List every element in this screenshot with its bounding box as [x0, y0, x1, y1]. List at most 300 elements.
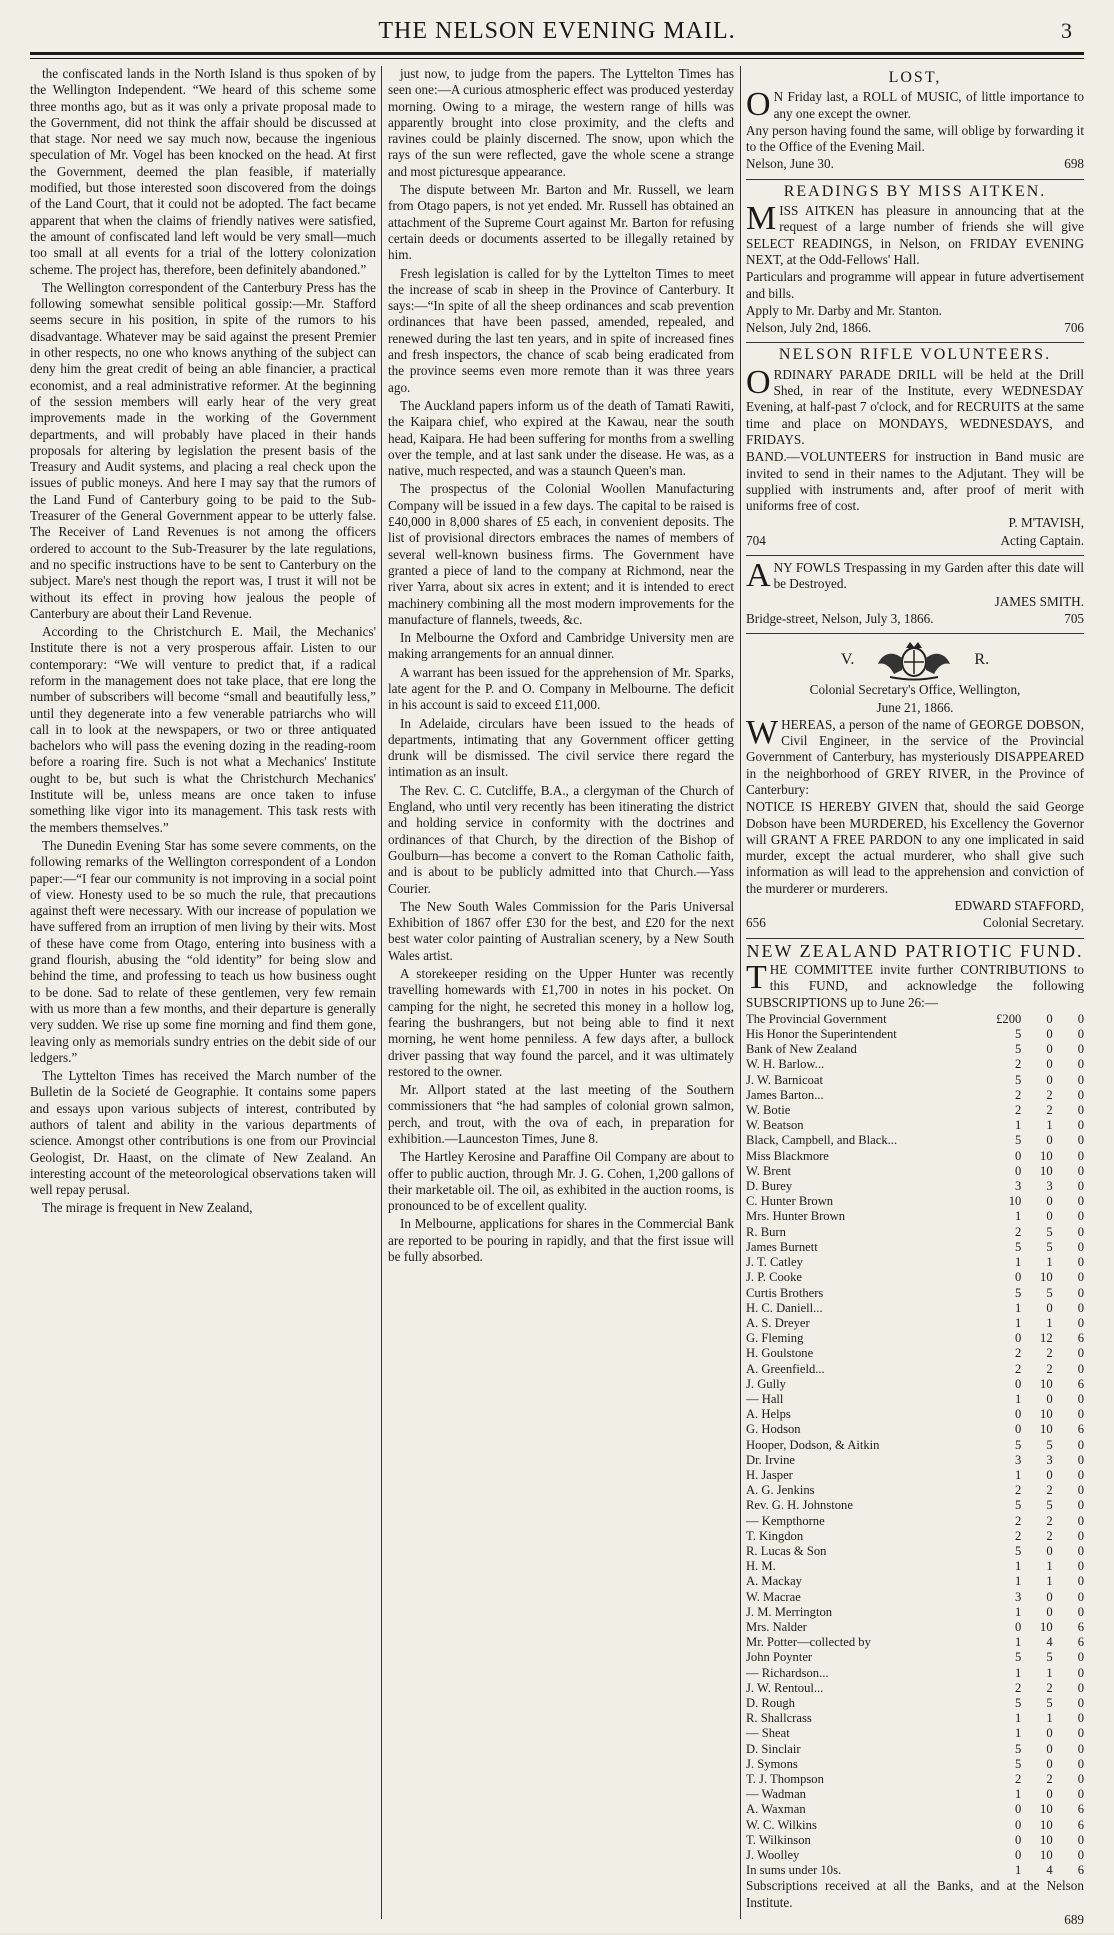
- subscription-row: [746, 1514, 1084, 1529]
- subscriber-name: W. C. Wilkins: [746, 1817, 817, 1832]
- column-divider: [740, 66, 741, 1919]
- subscriber-name: James Barton...: [746, 1087, 824, 1102]
- subscriber-name: In sums under 10s.: [746, 1863, 842, 1878]
- article-paragraph: The Lyttelton Times has received the March number of the Bulletin de la Societé de Geographie. It contains some papers and essays upon various subjects of interest, contributed by authors of talent and ability in the various departments of science. Amongst other contributions is one from our Provincial Geologist, Dr. Haast, on the climate of New Zealand. An interesting account of the meteorological observations taken will well repay perusal.: [30, 1068, 376, 1198]
- ad-number: 705: [1064, 610, 1084, 626]
- subscription-row: [746, 1574, 1084, 1589]
- shillings: 4: [1046, 1635, 1053, 1650]
- article-paragraph: Mr. Allport stated at the last meeting of the Southern commissioners that “he had samples of colonial grown salmon, perch, and trout, with the ova of each, in preparation for exhibition.—Launceston Times, June 8.: [388, 1082, 734, 1146]
- fund-footer: Subscriptions received at all the Banks, and at the Nelson Institute.: [746, 1878, 1084, 1910]
- ad-number: 656: [746, 915, 766, 931]
- subscriber-name: Miss Blackmore: [746, 1148, 829, 1163]
- subscription-row: [746, 1392, 1084, 1407]
- pounds: 5: [1014, 1072, 1022, 1087]
- subscription-row: [746, 1118, 1084, 1133]
- pence: 0: [1077, 1741, 1084, 1756]
- article-paragraph: The dispute between Mr. Barton and Mr. Russell, we learn from Otago papers, is not yet ended. Mr. Russell has obtained an attachment of the Supreme Court against Mr. Barton for refusing certain deeds or documents asserted to be illegally retained by him.: [388, 182, 734, 263]
- pounds: 1: [1014, 1726, 1022, 1741]
- pence: 0: [1077, 1559, 1084, 1574]
- shillings: 2: [1046, 1772, 1053, 1786]
- paper-title: THE NELSON EVENING MAIL.: [378, 18, 736, 44]
- ad-number: 689: [1064, 1912, 1084, 1928]
- shillings: 3: [1046, 1179, 1053, 1194]
- pounds: 5: [1014, 1498, 1022, 1513]
- shillings: 1: [1046, 1574, 1053, 1589]
- masthead-rule: [30, 52, 1084, 55]
- article-paragraph: The Auckland papers inform us of the death of Tamati Rawiti, the Kaipara chief, who expired at the Kawau, near the south head, Kaipara. He had been suffering for months from a swelling over the temple, and at last sank under the disease. He was, as a native, much respected, and was a staunch Queen's man.: [388, 397, 734, 479]
- shillings: 0: [1046, 1027, 1053, 1042]
- pence: 0: [1077, 1027, 1084, 1042]
- pence: 0: [1077, 1513, 1084, 1528]
- pounds: 2: [1014, 1103, 1022, 1118]
- subscriber-name: A. Helps: [746, 1407, 791, 1422]
- shillings: 0: [1046, 1741, 1053, 1756]
- shillings: 0: [1046, 1209, 1053, 1224]
- subscriber-name: — Sheat: [746, 1726, 790, 1741]
- pence: 0: [1077, 1057, 1084, 1072]
- pence: 0: [1077, 1163, 1084, 1178]
- pounds: 0: [1014, 1832, 1022, 1847]
- shillings: 0: [1046, 1194, 1053, 1209]
- shillings: 5: [1046, 1437, 1053, 1452]
- pence: 6: [1077, 1331, 1084, 1346]
- pounds: 5: [1014, 1756, 1022, 1771]
- pence: 0: [1077, 1528, 1084, 1543]
- ad-signer: P. M'TAVISH,: [1008, 515, 1084, 531]
- pence: 0: [1077, 1787, 1084, 1802]
- pence: 0: [1077, 1270, 1084, 1285]
- drop-cap: T: [746, 958, 767, 996]
- pence: 0: [1077, 1498, 1084, 1513]
- pence: 0: [1077, 1315, 1084, 1330]
- subscription-row: [746, 1666, 1084, 1681]
- subscription-row: [746, 1422, 1084, 1437]
- shillings: 1: [1046, 1559, 1053, 1574]
- pounds: 5: [1014, 1027, 1022, 1042]
- subscription-row: [746, 1346, 1084, 1361]
- ad-signer: EDWARD STAFFORD,: [954, 898, 1084, 914]
- ad-role: Colonial Secretary.: [983, 915, 1084, 931]
- subscription-row: [746, 1225, 1084, 1240]
- column-3-advertisements: [746, 66, 1084, 1928]
- subscription-row: [746, 1438, 1084, 1453]
- pounds: 0: [1014, 1619, 1022, 1634]
- pence: 0: [1077, 1650, 1084, 1665]
- article-paragraph: The mirage is frequent in New Zealand,: [42, 1200, 253, 1216]
- shillings: 0: [1046, 1787, 1053, 1802]
- shillings: 5: [1046, 1239, 1053, 1254]
- subscriber-name: — Hall: [746, 1391, 784, 1406]
- subscriber-name: A. G. Jenkins: [746, 1483, 815, 1498]
- pounds: 1: [1014, 1635, 1022, 1650]
- crest-letter-v: V.: [840, 651, 855, 669]
- shillings: 10: [1040, 1832, 1053, 1847]
- shillings: 0: [1046, 1133, 1053, 1148]
- pence: 0: [1077, 1391, 1084, 1406]
- pence: 0: [1077, 1680, 1084, 1695]
- pounds: 1: [1014, 1255, 1022, 1270]
- ad-number: 706: [1064, 320, 1084, 336]
- shillings: 0: [1046, 1011, 1053, 1026]
- subscription-row: [746, 1179, 1084, 1194]
- subscriber-name: H. C. Daniell...: [746, 1300, 823, 1315]
- pence: 0: [1077, 1665, 1084, 1680]
- subscription-row: [746, 1149, 1084, 1164]
- subscription-row: [746, 1848, 1084, 1863]
- article-paragraph: the confiscated lands in the North Island is thus spoken of by the Wellington Independent. “We heard of this scheme some three months ago, but as it was only a private proposal made to the Government, did not think the affair should be discussed at that stage. Nor need we say much now, because the ingenious speculation of Mr. Vogel has been knocked on the head. At first the Government, deemed the plan feasible, if materially modified, but those interested soon discovered from the doings of the Land Court, that it could not be adopted. The fact became apparent that when the claims of friendly natives were satisfied, the amount of confiscated land left would be very small—much too small at all events for a trial of the lottery colonization scheme. The project has, therefore, been definitely abandoned.”: [30, 66, 376, 277]
- pence: 6: [1077, 1802, 1084, 1817]
- pounds: 2: [1014, 1680, 1022, 1695]
- pence: 0: [1077, 1695, 1084, 1710]
- subscription-row: [746, 1301, 1084, 1316]
- pence: 0: [1077, 1148, 1084, 1163]
- shillings: 2: [1046, 1528, 1053, 1543]
- pounds: 2: [1014, 1483, 1022, 1498]
- pounds: 1: [1014, 1574, 1022, 1589]
- subscription-row: [746, 1194, 1084, 1209]
- pence: 6: [1077, 1619, 1084, 1634]
- pounds: 0: [1014, 1148, 1022, 1163]
- subscriber-name: W. Macrae: [746, 1589, 801, 1604]
- subscriptions-table: [746, 1012, 1084, 1879]
- subscription-row: [746, 1544, 1084, 1559]
- article-paragraph: A warrant has been issued for the apprehension of Mr. Sparks, late agent for the P. and O. Company in Melbourne. The deficit in his account is said to exceed £11,000.: [388, 664, 734, 713]
- pounds: 0: [1014, 1422, 1022, 1437]
- subscription-row: [746, 1711, 1084, 1726]
- shillings: 2: [1046, 1361, 1053, 1376]
- subscriber-name: Dr. Irvine: [746, 1452, 795, 1467]
- shillings: 10: [1040, 1163, 1053, 1178]
- drop-cap: O: [746, 86, 771, 124]
- subscription-row: [746, 1483, 1084, 1498]
- pounds: 5: [1014, 1543, 1022, 1558]
- article-paragraph: The Dunedin Evening Star has some severe comments, on the following remarks of the Wellington correspondent of a London paper:—“I fear our community is not improving in a social point of view. Honesty used to be so much the rule, that precautions against theft were necessary. With our increase of population we have suffered from an irruption of men living by their wits. Most of these have come from Otago, entering into business with a grand flourish, abusing the “old identity” for being slow and behind the time, and professing to teach us how business ought to be done. Sad to relate of these gentlemen, very few remain with us more than a few months, and their departure is generally very sudden. We rise up some fine morning and find them gone, leaving only as memorials sundry entries on the debit side of our ledgers.”: [30, 837, 376, 1065]
- ad-body: ISS AITKEN has pleasure in announcing that at the request of a large number of friends she will give SELECT READINGS, in Nelson, on FRIDAY EVENING NEXT, at the Odd-Fellows' Hall.: [746, 203, 1084, 267]
- pounds: 0: [1014, 1376, 1022, 1391]
- royal-arms-icon: [872, 640, 956, 680]
- shillings: 5: [1046, 1498, 1053, 1513]
- pence: 0: [1077, 1772, 1084, 1786]
- column-divider: [381, 66, 382, 1919]
- subscriber-name: R. Burn: [746, 1224, 786, 1239]
- subscriber-name: H. Jasper: [746, 1467, 793, 1482]
- article-paragraph: The Wellington correspondent of the Canterbury Press has the following somewhat sensible political gossip:—Mr. Stafford seems secure in his position, in spite of the rumors to his disadvantage. Whatever may be said against the present Premier in other respects, no one who knows anything of the subject can deny him the great credit of being an able financier, a practical economist, and a real administrative reformer. At the beginning of the session members will early hear of the very great improvements made in the working of the Government departments, and will probably have placed in their hands proposals for altering by legislation the present basis of the Treasury and Audit systems, and placing a real check upon the issues of public moneys. And here I may say that the rumors of the Land Fund of Canterbury going to be paid to the Sub-Treasurer of the General Government appear to be utterly false. The Receiver of Land Revenues is not among the officers ordered to account to the Sub-Treasurer by the late regulations, and no specific instructions have to be sent to Canterbury on the subject. Mare's nest though the report was, I trust it will not be without its effect in proving how jealous the people of Canterbury are about their Land Revenue.: [30, 279, 376, 621]
- pounds: 2: [1014, 1772, 1022, 1786]
- subscription-row: [746, 1073, 1084, 1088]
- subscriber-name: J. Gully: [746, 1376, 786, 1391]
- subscription-row: [746, 1027, 1084, 1042]
- subscriber-name: T. Kingdon: [746, 1528, 804, 1543]
- subscriber-name: J. W. Rentoul...: [746, 1680, 824, 1695]
- ad-fowls: [746, 556, 1084, 634]
- shillings: 0: [1046, 1726, 1053, 1741]
- subscription-row: [746, 1772, 1084, 1787]
- subscription-row: [746, 1316, 1084, 1331]
- pence: 0: [1077, 1589, 1084, 1604]
- subscriber-name: R. Shallcrass: [746, 1711, 812, 1726]
- ad-body: RDINARY PARADE DRILL will be held at the Drill Shed, in rear of the Institute, every WEDNESDAY Evening, at half-past 7 o'clock, and for RECRUITS at the same time and place on MONDAYS, WEDNESDAYS, and FRIDAYS.: [746, 366, 1084, 447]
- ad-body: Particulars and programme will appear in future advertisement and bills.: [746, 269, 1084, 301]
- subscription-row: [746, 1286, 1084, 1301]
- shillings: 1: [1046, 1665, 1053, 1680]
- pence: 0: [1077, 1832, 1084, 1847]
- pence: 0: [1077, 1346, 1084, 1361]
- shillings: 0: [1046, 1467, 1053, 1482]
- ad-title: LOST,: [888, 69, 942, 86]
- pounds: 5: [1014, 1695, 1022, 1710]
- ad-patriotic-fund: [746, 939, 1084, 1935]
- ad-body: Apply to Mr. Darby and Mr. Stanton.: [746, 302, 942, 318]
- subscription-row: [746, 1787, 1084, 1802]
- subscriber-name: D. Burey: [746, 1179, 793, 1194]
- article-paragraph: In Adelaide, circulars have been issued to the heads of departments, intimating that any Government officer getting drunk will be dismissed. The civil service there regard the intimation as an insult.: [388, 715, 734, 780]
- subscriber-name: — Richardson...: [746, 1665, 829, 1680]
- subscription-row: [746, 1468, 1084, 1483]
- subscriber-name: D. Sinclair: [746, 1741, 801, 1756]
- proclamation-office: Colonial Secretary's Office, Wellington,: [809, 682, 1021, 698]
- drop-cap: A: [746, 557, 771, 595]
- pounds: 2: [1014, 1224, 1022, 1239]
- ad-body: NY FOWLS Trespassing in my Garden after this date will be Destroyed.: [773, 560, 1084, 592]
- subscription-row: [746, 1255, 1084, 1270]
- shillings: 1: [1046, 1255, 1053, 1270]
- ad-body: NOTICE IS HEREBY GIVEN that, should the said George Dobson have been MURDERED, his Excellency the Governor will GRANT A FREE PARDON to any one implicated in said murder, except the actual murderer, who shall give such information as will lead to the apprehension and conviction of the murderer or murderers.: [746, 799, 1084, 896]
- pence: 0: [1077, 1407, 1084, 1422]
- subscription-row: [746, 1529, 1084, 1544]
- subscriber-name: John Poynter: [746, 1650, 813, 1665]
- subscription-row: [746, 1696, 1084, 1711]
- pence: 0: [1077, 1574, 1084, 1589]
- subscriber-name: A. Greenfield...: [746, 1361, 825, 1376]
- pence: 0: [1077, 1285, 1084, 1300]
- subscription-row: [746, 1635, 1084, 1650]
- pence: 6: [1077, 1635, 1084, 1650]
- shillings: 0: [1046, 1072, 1053, 1087]
- shillings: 10: [1040, 1270, 1053, 1285]
- crest-letter-r: R.: [974, 651, 990, 669]
- pounds: 1: [1014, 1711, 1022, 1726]
- pounds: 0: [1014, 1802, 1022, 1817]
- pence: 0: [1077, 1756, 1084, 1771]
- ad-title: READINGS BY MISS AITKEN.: [783, 182, 1047, 200]
- subscription-row: [746, 1863, 1084, 1878]
- subscriber-name: Black, Campbell, and Black...: [746, 1133, 898, 1148]
- article-paragraph: Fresh legislation is called for by the Lyttelton Times to meet the increase of scab in sheep in the Province of Canterbury. It says:—“In spite of all the sheep ordinances and scab prevention ordinances that have been passed, amended, repealed, and renewed during the last ten years, and in spite of increased fines and fresh inspectors, the chance of scab being eradicated from the province seems even more remote than it was three years ago.: [388, 265, 734, 395]
- page-number: 3: [1061, 18, 1072, 43]
- royal-crest: [746, 640, 1084, 680]
- ad-lost: [746, 66, 1084, 180]
- subscriber-name: A. S. Dreyer: [746, 1315, 810, 1330]
- subscriber-name: The Provincial Government: [746, 1011, 887, 1026]
- shillings: 1: [1046, 1711, 1053, 1726]
- subscriber-name: C. Hunter Brown: [746, 1194, 834, 1209]
- pence: 6: [1077, 1422, 1084, 1437]
- pence: 0: [1077, 1300, 1084, 1315]
- pence: 0: [1077, 1467, 1084, 1482]
- pounds: 1: [1014, 1300, 1022, 1315]
- subscription-row: [746, 1453, 1084, 1468]
- shillings: 2: [1046, 1483, 1053, 1498]
- pounds: 0: [1014, 1331, 1022, 1346]
- ad-body: HEREAS, a person of the name of GEORGE DOBSON, Civil Engineer, in the service of the Provincial Government of Canterbury, has mysteriously DISAPPEARED in the neighborhood of GREY RIVER, in the Province of Canterbury:: [746, 716, 1084, 797]
- pounds: 2: [1014, 1346, 1022, 1361]
- subscription-row: [746, 1331, 1084, 1346]
- pence: 0: [1077, 1209, 1084, 1224]
- subscription-row: [746, 1590, 1084, 1605]
- pounds: 2: [1014, 1528, 1022, 1543]
- ad-readings: [746, 180, 1084, 344]
- pounds: 1: [1014, 1118, 1022, 1133]
- pence: 0: [1077, 1604, 1084, 1619]
- subscriber-name: J. Woolley: [746, 1848, 800, 1863]
- pence: 0: [1077, 1726, 1084, 1741]
- subscription-row: [746, 1726, 1084, 1741]
- shillings: 10: [1040, 1619, 1053, 1634]
- pounds: 2: [1014, 1513, 1022, 1528]
- subscription-row: [746, 1681, 1084, 1696]
- article-paragraph: In Melbourne, applications for shares in the Commercial Bank are reported to be pouring in rapidly, and that the first issue will be fully absorbed.: [388, 1216, 734, 1265]
- pounds: 5: [1014, 1285, 1022, 1300]
- ad-body: BAND.—VOLUNTEERS for instruction in Band music are invited to send in their names to the Adjutant. They will be supplied with instruments and, after proof of merit with uniforms free of cost.: [746, 449, 1084, 514]
- subscriber-name: T. Wilkinson: [746, 1832, 811, 1847]
- pounds: 1: [1014, 1467, 1022, 1482]
- pounds: 2: [1014, 1057, 1022, 1072]
- shillings: 1: [1046, 1118, 1053, 1133]
- pounds: 1: [1014, 1787, 1022, 1802]
- ad-title: NELSON RIFLE VOLUNTEERS.: [778, 346, 1052, 364]
- pence: 0: [1077, 1543, 1084, 1558]
- subscriber-name: Mrs. Hunter Brown: [746, 1209, 845, 1224]
- pounds: 0: [1014, 1163, 1022, 1178]
- shillings: 10: [1040, 1848, 1053, 1863]
- subscription-row: [746, 1164, 1084, 1179]
- subscriber-name: Bank of New Zealand: [746, 1042, 857, 1057]
- pence: 0: [1077, 1437, 1084, 1452]
- subscriber-name: J. W. Barnicoat: [746, 1072, 823, 1087]
- masthead: [30, 18, 1084, 52]
- article-paragraph: A storekeeper residing on the Upper Hunter was recently travelling homewards with £1,700 in notes in his pocket. On camping for the night, he secreted this money in a hollow log, fearing the bushrangers, but not being able to find it next morning, he went home penniless. A few days after, a bullock driver passing that way found the parcel, and it was ultimately restored to the owner.: [388, 966, 734, 1079]
- subscription-row: [746, 1209, 1084, 1224]
- pence: 0: [1077, 1179, 1084, 1194]
- subscriber-name: Hooper, Dodson, & Aitkin: [746, 1437, 880, 1452]
- pence: 0: [1077, 1239, 1084, 1254]
- shillings: 0: [1046, 1300, 1053, 1315]
- pounds: 3: [1014, 1589, 1022, 1604]
- subscription-row: [746, 1012, 1084, 1027]
- subscription-row: [746, 1133, 1084, 1148]
- pounds: 1: [1014, 1863, 1022, 1878]
- subscriber-name: W. H. Barlow...: [746, 1057, 825, 1072]
- shillings: 4: [1046, 1863, 1053, 1878]
- ad-place: Nelson, July 2nd, 1866.: [746, 320, 872, 336]
- pounds: 0: [1014, 1270, 1022, 1285]
- shillings: 0: [1046, 1604, 1053, 1619]
- shillings: 2: [1046, 1513, 1053, 1528]
- pence: 0: [1077, 1711, 1084, 1726]
- pence: 0: [1077, 1361, 1084, 1376]
- article-paragraph: The Rev. C. C. Cutcliffe, B.A., a clergyman of the Church of England, who until very recently has been itinerating the district and holding service in conformity with the doctrines and ordinances of that Church, by the direction of the Bishop of Goulburn—has become a convert to the Roman Catholic faith, and is about to be publicly admitted into that Church.—Yass Courier.: [388, 782, 734, 896]
- column-1: [30, 66, 376, 1919]
- ad-number: 698: [1064, 156, 1084, 172]
- shillings: 0: [1046, 1042, 1053, 1057]
- pounds: 5: [1014, 1741, 1022, 1756]
- pounds: 0: [1014, 1407, 1022, 1422]
- subscriber-name: A. Mackay: [746, 1574, 802, 1589]
- pounds: 3: [1014, 1452, 1022, 1467]
- subscription-row: [746, 1833, 1084, 1848]
- pounds: £200: [996, 1011, 1022, 1026]
- shillings: 10: [1040, 1407, 1053, 1422]
- subscription-row: [746, 1742, 1084, 1757]
- shillings: 0: [1046, 1543, 1053, 1558]
- subscription-row: [746, 1103, 1084, 1118]
- pence: 0: [1077, 1452, 1084, 1467]
- subscription-row: [746, 1042, 1084, 1057]
- pounds: 0: [1014, 1817, 1022, 1832]
- subscriber-name: G. Fleming: [746, 1331, 804, 1346]
- pence: 0: [1077, 1103, 1084, 1118]
- article-paragraph: just now, to judge from the papers. The Lyttelton Times has seen one:—A curious atmospheric effect was produced yesterday morning. Owing to a mirage, the western range of hills was apparently brought into close proximity, and the clefts and ravines could be plainly discerned. The snow, upon which the rays of the sun were reflected, gave the whole scene a strange and most picturesque appearance.: [388, 66, 734, 179]
- pence: 0: [1077, 1194, 1084, 1209]
- pounds: 1: [1014, 1391, 1022, 1406]
- shillings: 10: [1040, 1817, 1053, 1832]
- subscriber-name: T. J. Thompson: [746, 1772, 824, 1786]
- subscription-row: [746, 1818, 1084, 1833]
- article-paragraph: In Melbourne the Oxford and Cambridge University men are making arrangements for an annual dinner.: [388, 630, 734, 662]
- subscription-row: [746, 1802, 1084, 1817]
- pence: 0: [1077, 1224, 1084, 1239]
- subscription-row: [746, 1620, 1084, 1635]
- drop-cap: M: [746, 200, 777, 238]
- pence: 6: [1077, 1376, 1084, 1391]
- ad-place: Nelson, June 30.: [746, 156, 834, 172]
- subscriber-name: J. M. Merrington: [746, 1604, 833, 1619]
- ad-rifle-volunteers: [746, 343, 1084, 556]
- pounds: 5: [1014, 1239, 1022, 1254]
- pence: 0: [1077, 1087, 1084, 1102]
- ad-signer: JAMES SMITH.: [994, 593, 1084, 609]
- pounds: 1: [1014, 1315, 1022, 1330]
- pounds: 3: [1014, 1179, 1022, 1194]
- pence: 0: [1077, 1133, 1084, 1148]
- shillings: 2: [1046, 1103, 1053, 1118]
- subscription-row: [746, 1240, 1084, 1255]
- pounds: 5: [1014, 1437, 1022, 1452]
- pounds: 1: [1014, 1604, 1022, 1619]
- drop-cap: O: [746, 363, 771, 401]
- pounds: 0: [1014, 1848, 1022, 1863]
- subscriber-name: His Honor the Superintendent: [746, 1027, 897, 1042]
- pence: 0: [1077, 1483, 1084, 1498]
- pence: 0: [1077, 1118, 1084, 1133]
- subscription-row: [746, 1407, 1084, 1422]
- shillings: 1: [1046, 1315, 1053, 1330]
- pounds: 1: [1014, 1665, 1022, 1680]
- pounds: 2: [1014, 1087, 1022, 1102]
- subscription-row: [746, 1559, 1084, 1574]
- pence: 0: [1077, 1848, 1084, 1863]
- subscriber-name: W. Brent: [746, 1163, 792, 1178]
- subscriber-name: Curtis Brothers: [746, 1285, 824, 1300]
- article-paragraph: The Hartley Kerosine and Paraffine Oil Company are about to offer to public auction, through Mr. J. G. Cohen, 1,200 gallons of their marketable oil. The oil, as exhibited in the auction rooms, is pronounced to be of excellent quality.: [388, 1149, 734, 1214]
- subscriber-name: James Burnett: [746, 1239, 818, 1254]
- pounds: 10: [1008, 1194, 1022, 1209]
- article-paragraph: The prospectus of the Colonial Woollen Manufacturing Company will be issued in a few days. The capital to be raised is £40,000 in 8,000 shares of £5 each, in convenient deposits. The list of provisional directors embraces the names of members of several well-known business firms. The Government have granted a piece of land to the company at Richmond, near the river Yarra, about six acres in extent; and it is intended to erect machinery combining all the most modern improvements for the manufacture of flannels, tweeds, &c.: [388, 481, 734, 627]
- shillings: 5: [1046, 1695, 1053, 1710]
- shillings: 10: [1040, 1802, 1053, 1817]
- shillings: 10: [1040, 1422, 1053, 1437]
- shillings: 3: [1046, 1452, 1053, 1467]
